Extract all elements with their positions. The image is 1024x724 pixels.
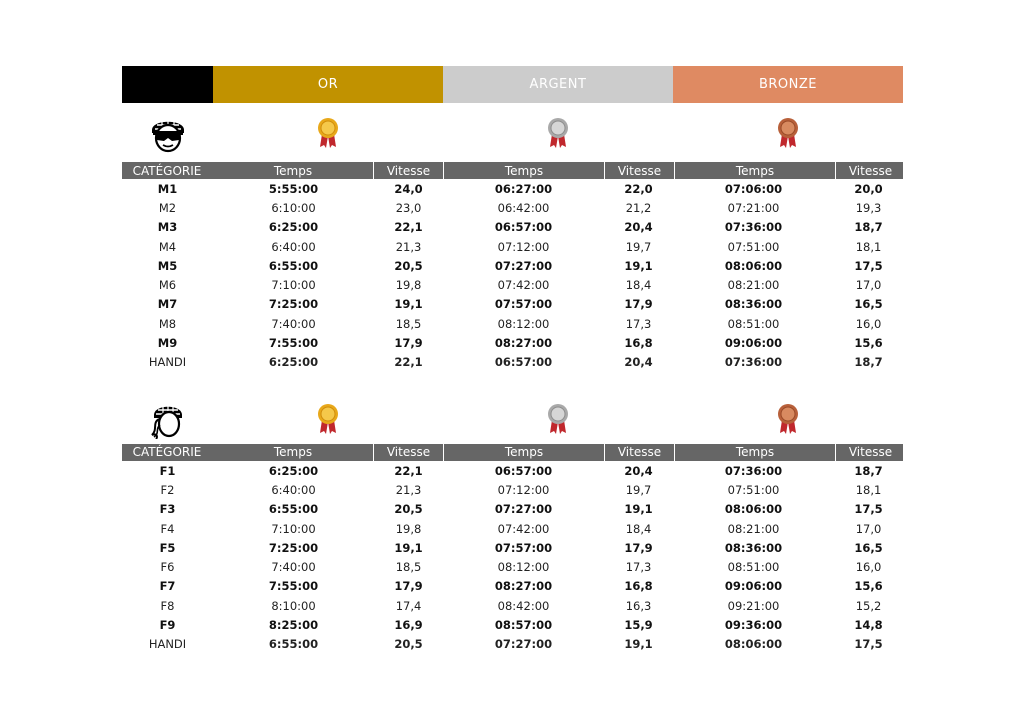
- row-bronze-speed: 15,6: [854, 336, 883, 351]
- header-bronze-speed: Vitesse: [848, 163, 893, 178]
- row-argent-time: 07:12:00: [497, 239, 550, 254]
- row-bronze-speed: 18,1: [855, 239, 882, 254]
- row-or-speed: 17,9: [394, 336, 423, 351]
- women-rows: [122, 461, 903, 654]
- row-category: F9: [159, 617, 176, 632]
- women-column-header: [122, 444, 903, 461]
- header-argent-speed: Vitesse: [605, 444, 675, 461]
- row-argent-time: 07:42:00: [497, 278, 550, 293]
- row-bronze-time: 09:21:00: [727, 598, 780, 613]
- row-argent-speed: 15,9: [624, 617, 653, 632]
- row-bronze-time: 08:21:00: [727, 521, 780, 536]
- row-or-time: 8:25:00: [268, 617, 319, 632]
- row-argent-time: 06:57:00: [494, 355, 553, 370]
- row-or-speed: 17,4: [395, 598, 422, 613]
- row-or-time: 6:25:00: [268, 463, 319, 478]
- row-argent-time: 06:27:00: [494, 181, 553, 196]
- header-or-time: Temps: [213, 162, 374, 179]
- row-bronze-time: 08:06:00: [724, 258, 783, 273]
- row-or-speed: 20,5: [394, 502, 423, 517]
- bronze-medal-icon: [673, 394, 903, 444]
- row-or-speed: 20,5: [394, 258, 423, 273]
- row-or-time: 6:55:00: [268, 258, 319, 273]
- row-or-speed: 22,1: [394, 355, 423, 370]
- table-row: [122, 218, 903, 237]
- bronze-medal-icon: [673, 103, 903, 162]
- table-row: [122, 314, 903, 333]
- row-category: M8: [158, 316, 177, 331]
- row-bronze-time: 08:36:00: [724, 297, 783, 312]
- row-argent-time: 08:12:00: [497, 560, 550, 575]
- row-category: F8: [160, 598, 175, 613]
- row-argent-speed: 17,3: [625, 316, 652, 331]
- row-or-speed: 18,5: [395, 560, 422, 575]
- header-bronze-speed: Vitesse: [848, 445, 893, 460]
- row-argent-speed: 17,9: [624, 297, 653, 312]
- row-bronze-speed: 18,7: [854, 463, 883, 478]
- header-category: CATÉGORIE: [132, 163, 202, 178]
- row-category: M5: [157, 258, 178, 273]
- row-or-time: 5:55:00: [268, 181, 319, 196]
- tier-or: OR: [213, 66, 443, 103]
- row-argent-time: 07:12:00: [497, 482, 550, 497]
- row-category: M7: [157, 297, 178, 312]
- row-bronze-time: 07:36:00: [724, 220, 783, 235]
- table-row: [122, 519, 903, 538]
- row-category: F2: [160, 482, 175, 497]
- row-bronze-time: 07:51:00: [727, 482, 780, 497]
- row-or-time: 8:10:00: [271, 598, 316, 613]
- row-bronze-speed: 17,5: [854, 637, 883, 652]
- row-bronze-speed: 17,5: [854, 502, 883, 517]
- header-argent-time: Temps: [444, 162, 605, 179]
- row-bronze-speed: 15,6: [854, 579, 883, 594]
- row-or-time: 7:25:00: [268, 540, 319, 555]
- row-or-speed: 17,9: [394, 579, 423, 594]
- row-or-speed: 21,3: [395, 239, 422, 254]
- table-row: [122, 179, 903, 198]
- row-or-time: 6:25:00: [268, 220, 319, 235]
- tier-argent: ARGENT: [443, 66, 673, 103]
- row-argent-time: 08:42:00: [497, 598, 550, 613]
- header-bronze-time: Temps: [675, 162, 836, 179]
- header-or-time: Temps: [213, 444, 374, 461]
- silver-medal-icon: [443, 394, 673, 444]
- table-row: [122, 198, 903, 217]
- row-bronze-speed: 18,1: [855, 482, 882, 497]
- row-argent-speed: 20,4: [624, 463, 653, 478]
- row-bronze-time: 08:51:00: [727, 560, 780, 575]
- gold-medal-icon: [213, 394, 443, 444]
- row-bronze-time: 07:06:00: [724, 181, 783, 196]
- table-row: [122, 461, 903, 480]
- row-category: M6: [158, 278, 177, 293]
- row-category: M1: [157, 181, 178, 196]
- table-row: [122, 353, 903, 372]
- row-bronze-time: 08:21:00: [727, 278, 780, 293]
- row-bronze-time: 07:36:00: [724, 355, 783, 370]
- row-or-speed: 19,1: [394, 297, 423, 312]
- row-argent-speed: 17,9: [624, 540, 653, 555]
- header-bronze-time: Temps: [675, 444, 836, 461]
- row-bronze-time: 08:06:00: [724, 637, 783, 652]
- row-bronze-speed: 16,0: [855, 560, 882, 575]
- row-or-speed: 19,8: [395, 278, 422, 293]
- row-or-time: 6:40:00: [271, 482, 316, 497]
- table-row: [122, 275, 903, 294]
- row-argent-speed: 19,1: [624, 502, 653, 517]
- row-bronze-speed: 14,8: [854, 617, 883, 632]
- row-category: F7: [159, 579, 176, 594]
- header-or-speed: Vitesse: [374, 162, 444, 179]
- row-bronze-time: 09:36:00: [724, 617, 783, 632]
- row-argent-speed: 19,7: [625, 239, 652, 254]
- row-argent-time: 08:27:00: [494, 579, 553, 594]
- row-bronze-speed: 18,7: [854, 220, 883, 235]
- row-category: M2: [158, 200, 177, 215]
- table-row: [122, 596, 903, 615]
- row-bronze-time: 07:51:00: [727, 239, 780, 254]
- table-row: [122, 295, 903, 314]
- row-bronze-time: 08:51:00: [727, 316, 780, 331]
- table-row: [122, 480, 903, 499]
- male-cyclist-helmet-icon: [122, 103, 213, 162]
- table-row: [122, 635, 903, 654]
- tier-header-blank: [122, 66, 213, 103]
- silver-medal-icon: [443, 103, 673, 162]
- row-argent-speed: 19,7: [625, 482, 652, 497]
- row-or-time: 6:40:00: [271, 239, 316, 254]
- row-category: HANDI: [148, 355, 187, 370]
- header-or-speed: Vitesse: [374, 444, 444, 461]
- row-or-time: 6:10:00: [271, 200, 316, 215]
- row-or-time: 7:25:00: [268, 297, 319, 312]
- table-row: [122, 237, 903, 256]
- row-category: F1: [159, 463, 176, 478]
- row-category: F3: [159, 502, 176, 517]
- row-argent-speed: 21,2: [625, 200, 652, 215]
- row-argent-time: 07:57:00: [494, 540, 553, 555]
- men-column-header: [122, 162, 903, 179]
- row-category: F4: [160, 521, 175, 536]
- row-argent-time: 08:12:00: [497, 316, 550, 331]
- row-argent-speed: 16,8: [624, 579, 653, 594]
- row-argent-time: 06:42:00: [497, 200, 550, 215]
- row-or-time: 7:40:00: [271, 316, 316, 331]
- row-argent-time: 06:57:00: [494, 463, 553, 478]
- row-argent-time: 07:42:00: [497, 521, 550, 536]
- row-bronze-time: 08:06:00: [724, 502, 783, 517]
- row-bronze-speed: 16,0: [855, 316, 882, 331]
- men-rows: [122, 179, 903, 372]
- row-bronze-time: 09:06:00: [724, 579, 783, 594]
- row-or-time: 6:55:00: [268, 637, 319, 652]
- row-argent-speed: 18,4: [625, 278, 652, 293]
- women-icon-row: [122, 394, 903, 444]
- row-bronze-speed: 17,5: [854, 258, 883, 273]
- header-argent-time: Temps: [444, 444, 605, 461]
- row-or-speed: 16,9: [394, 617, 423, 632]
- results-table-page: [122, 66, 903, 654]
- row-bronze-speed: 18,7: [854, 355, 883, 370]
- row-bronze-speed: 17,0: [855, 521, 882, 536]
- row-bronze-speed: 16,5: [854, 540, 883, 555]
- tier-header: [122, 66, 903, 103]
- table-row: [122, 256, 903, 275]
- row-argent-speed: 16,3: [625, 598, 652, 613]
- row-argent-time: 06:57:00: [494, 220, 553, 235]
- row-or-speed: 23,0: [395, 200, 422, 215]
- row-bronze-time: 07:21:00: [727, 200, 780, 215]
- table-row: [122, 538, 903, 557]
- row-or-time: 7:10:00: [271, 278, 316, 293]
- row-or-time: 7:40:00: [271, 560, 316, 575]
- row-argent-speed: 16,8: [624, 336, 653, 351]
- table-row: [122, 615, 903, 634]
- row-argent-time: 07:27:00: [494, 637, 553, 652]
- row-argent-speed: 17,3: [625, 560, 652, 575]
- table-row: [122, 577, 903, 596]
- row-argent-speed: 19,1: [624, 637, 653, 652]
- row-or-speed: 21,3: [395, 482, 422, 497]
- row-bronze-speed: 19,3: [855, 200, 882, 215]
- row-or-speed: 22,1: [394, 220, 423, 235]
- row-or-speed: 19,1: [394, 540, 423, 555]
- row-category: F6: [160, 560, 175, 575]
- row-or-speed: 22,1: [394, 463, 423, 478]
- row-or-time: 7:55:00: [268, 579, 319, 594]
- row-or-speed: 20,5: [394, 637, 423, 652]
- row-or-speed: 19,8: [395, 521, 422, 536]
- row-or-time: 7:10:00: [271, 521, 316, 536]
- row-or-speed: 24,0: [394, 181, 423, 196]
- table-row: [122, 333, 903, 352]
- row-argent-speed: 20,4: [624, 355, 653, 370]
- row-category: M3: [157, 220, 178, 235]
- row-argent-time: 07:27:00: [494, 502, 553, 517]
- row-argent-speed: 22,0: [624, 181, 653, 196]
- row-argent-time: 07:27:00: [494, 258, 553, 273]
- row-bronze-speed: 15,2: [855, 598, 882, 613]
- row-bronze-speed: 17,0: [855, 278, 882, 293]
- row-category: M9: [157, 336, 178, 351]
- row-bronze-time: 08:36:00: [724, 540, 783, 555]
- row-bronze-time: 09:06:00: [724, 336, 783, 351]
- table-row: [122, 557, 903, 576]
- row-or-time: 6:55:00: [268, 502, 319, 517]
- row-category: M4: [158, 239, 177, 254]
- gold-medal-icon: [213, 103, 443, 162]
- header-argent-speed: Vitesse: [605, 162, 675, 179]
- row-or-time: 6:25:00: [268, 355, 319, 370]
- row-argent-speed: 20,4: [624, 220, 653, 235]
- row-or-speed: 18,5: [395, 316, 422, 331]
- row-argent-time: 08:57:00: [494, 617, 553, 632]
- row-bronze-speed: 16,5: [854, 297, 883, 312]
- row-argent-speed: 19,1: [624, 258, 653, 273]
- row-category: HANDI: [148, 637, 187, 652]
- row-argent-time: 07:57:00: [494, 297, 553, 312]
- row-bronze-time: 07:36:00: [724, 463, 783, 478]
- table-row: [122, 500, 903, 519]
- row-or-time: 7:55:00: [268, 336, 319, 351]
- row-argent-speed: 18,4: [625, 521, 652, 536]
- men-icon-row: [122, 103, 903, 162]
- row-category: F5: [159, 540, 176, 555]
- row-bronze-speed: 20,0: [854, 181, 883, 196]
- row-argent-time: 08:27:00: [494, 336, 553, 351]
- female-cyclist-helmet-icon: [122, 394, 213, 444]
- tier-bronze: BRONZE: [673, 66, 903, 103]
- header-category: CATÉGORIE: [132, 445, 202, 460]
